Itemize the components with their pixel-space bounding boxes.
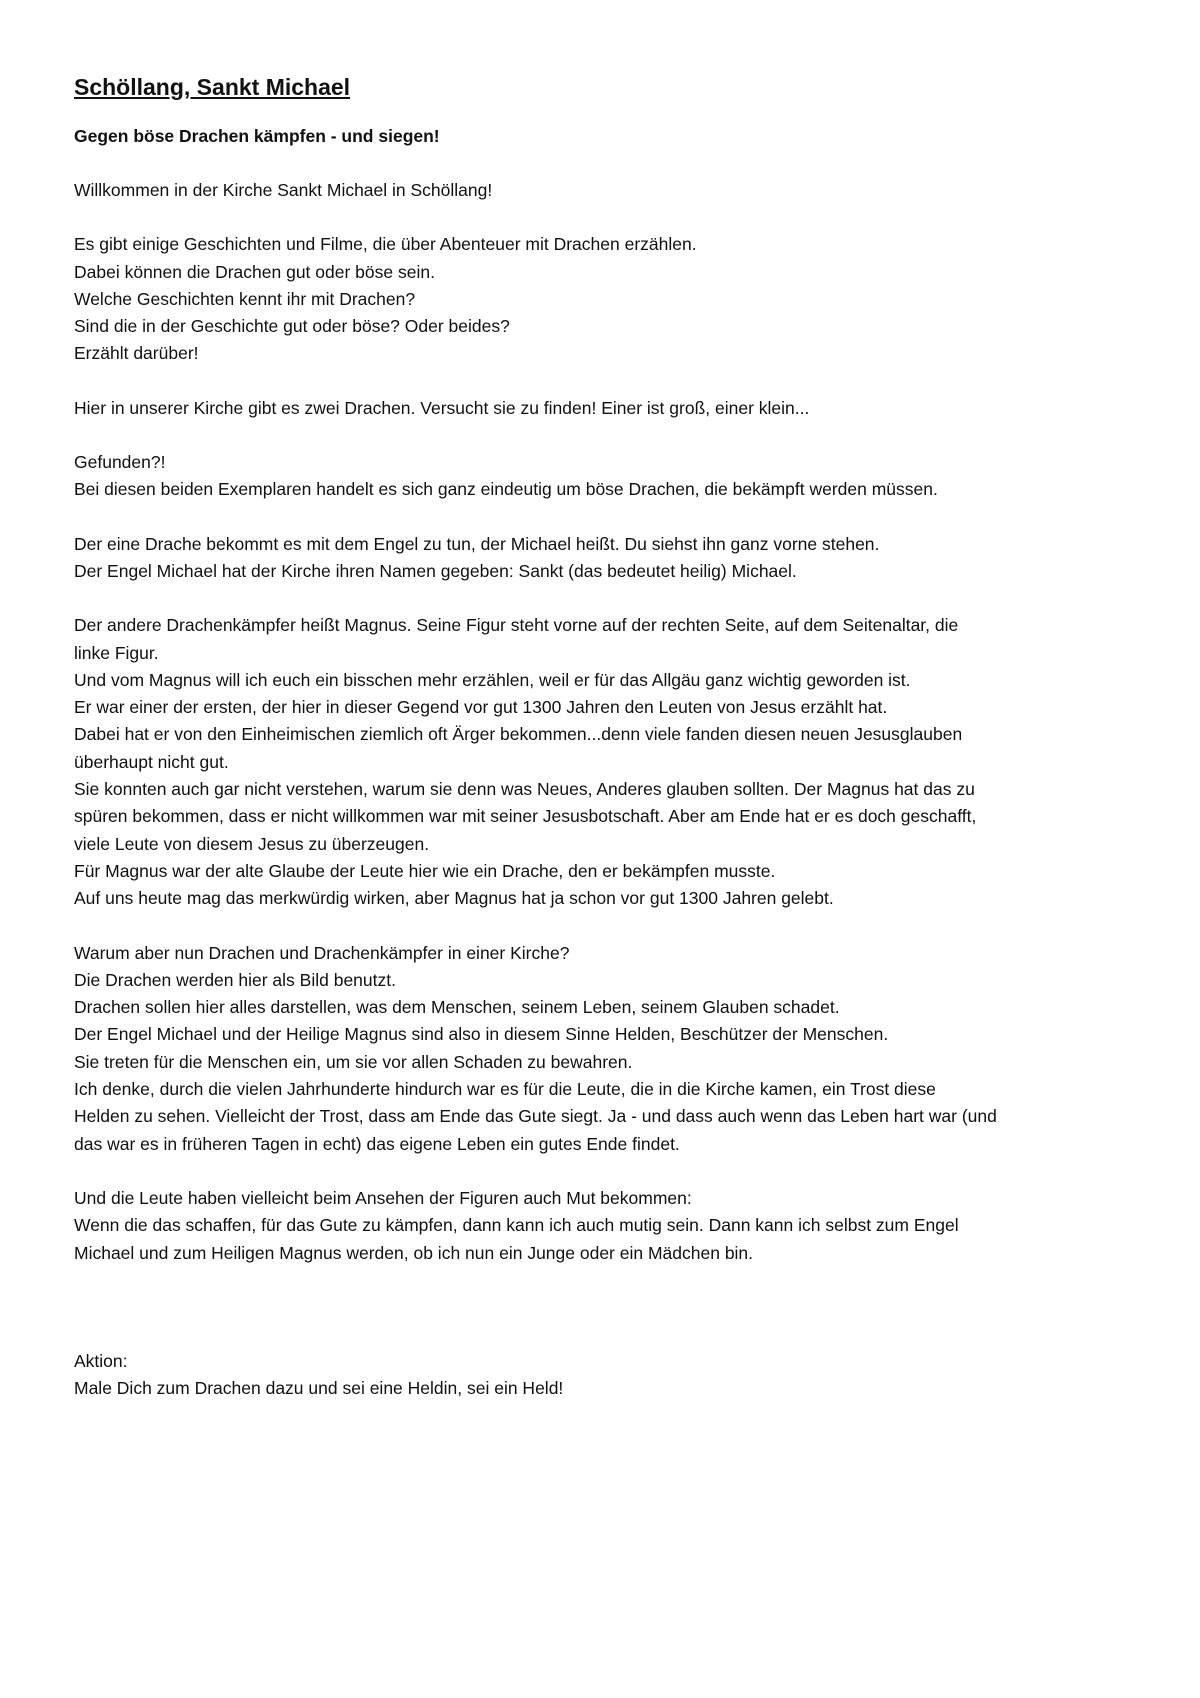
text-line: das war es in früheren Tagen in echt) das eigene Leben ein gutes Ende findet. xyxy=(74,1133,680,1154)
paragraph xyxy=(74,1185,1134,1267)
text-line: Male Dich zum Drachen dazu und sei eine Heldin, sei ein Held! xyxy=(74,1378,564,1399)
text-line: Warum aber nun Drachen und Drachenkämpfer in einer Kirche? xyxy=(74,942,570,963)
text-line: Er war einer der ersten, der hier in dieser Gegend vor gut 1300 Jahren den Leuten von Jesus erzählt hat. xyxy=(74,697,888,718)
text-line: Dabei hat er von den Einheimischen ziemlich oft Ärger bekommen...denn viele fanden diesen neuen Jesusglauben xyxy=(74,724,963,745)
text-line: Welche Geschichten kennt ihr mit Drachen? xyxy=(74,288,416,309)
paragraph xyxy=(74,177,1134,204)
paragraph xyxy=(74,940,1134,1158)
text-line: Sie treten für die Menschen ein, um sie vor allen Schaden zu bewahren. xyxy=(74,1051,633,1072)
text-line: viele Leute von diesem Jesus zu überzeugen. xyxy=(74,833,430,854)
paragraph xyxy=(74,395,1134,422)
text-line: Hier in unserer Kirche gibt es zwei Drachen. Versucht sie zu finden! Einer ist groß, einer klein... xyxy=(74,397,810,418)
document-body xyxy=(74,177,1134,1402)
text-line: Der Engel Michael und der Heilige Magnus sind also in diesem Sinne Helden, Beschützer der Menschen. xyxy=(74,1024,889,1045)
text-line: Wenn die das schaffen, für das Gute zu kämpfen, dann kann ich auch mutig sein. Dann kann ich selbst zum Engel xyxy=(74,1215,959,1236)
text-line: Erzählt darüber! xyxy=(74,343,199,364)
text-line: Der andere Drachenkämpfer heißt Magnus. Seine Figur steht vorne auf der rechten Seite, auf dem Seitenaltar, die xyxy=(74,615,959,636)
paragraph xyxy=(74,1348,1134,1403)
document-page xyxy=(74,72,1134,1429)
text-line: Helden zu sehen. Vielleicht der Trost, dass am Ende das Gute siegt. Ja - und dass auch wenn das Leben hart war (und xyxy=(74,1106,997,1127)
text-line: Drachen sollen hier alles darstellen, was dem Menschen, seinem Leben, seinem Glauben schadet. xyxy=(74,997,840,1018)
text-line: Ich denke, durch die vielen Jahrhunderte hindurch war es für die Leute, die in die Kirche kamen, ein Trost diese xyxy=(74,1079,936,1100)
paragraph xyxy=(74,612,1134,912)
text-line: linke Figur. xyxy=(74,642,159,663)
text-line: Dabei können die Drachen gut oder böse sein. xyxy=(74,261,435,282)
text-line: Es gibt einige Geschichten und Filme, die über Abenteuer mit Drachen erzählen. xyxy=(74,234,697,255)
document-title: Schöllang, Sankt Michael xyxy=(74,74,351,100)
text-line: Und vom Magnus will ich euch ein bisschen mehr erzählen, weil er für das Allgäu ganz wichtig geworden ist. xyxy=(74,669,911,690)
text-line: Willkommen in der Kirche Sankt Michael in Schöllang! xyxy=(74,180,493,200)
text-line: Sie konnten auch gar nicht verstehen, warum sie denn was Neues, Anderes glauben sollten. Der Magnus hat das zu xyxy=(74,779,975,800)
text-line: Sind die in der Geschichte gut oder böse? Oder beides? xyxy=(74,316,510,337)
text-line: Und die Leute haben vielleicht beim Ansehen der Figuren auch Mut bekommen: xyxy=(74,1187,692,1208)
paragraph xyxy=(74,449,1134,504)
paragraph xyxy=(74,531,1134,586)
paragraph xyxy=(74,231,1134,367)
text-line: Gefunden?! xyxy=(74,452,166,473)
text-line: überhaupt nicht gut. xyxy=(74,751,229,772)
text-line: Der eine Drache bekommt es mit dem Engel zu tun, der Michael heißt. Du siehst ihn ganz vorne stehen. xyxy=(74,533,880,554)
text-line: Aktion: xyxy=(74,1350,128,1371)
text-line: Die Drachen werden hier als Bild benutzt. xyxy=(74,969,396,990)
text-line: Auf uns heute mag das merkwürdig wirken, aber Magnus hat ja schon vor gut 1300 Jahren gelebt. xyxy=(74,888,834,909)
text-line: Michael und zum Heiligen Magnus werden, ob ich nun ein Junge oder ein Mädchen bin. xyxy=(74,1242,754,1263)
document-subtitle: Gegen böse Drachen kämpfen - und siegen! xyxy=(74,126,440,146)
text-line: Für Magnus war der alte Glaube der Leute hier wie ein Drache, den er bekämpfen musste. xyxy=(74,860,776,881)
text-line: Bei diesen beiden Exemplaren handelt es sich ganz eindeutig um böse Drachen, die bekämpft werden müssen. xyxy=(74,479,938,500)
text-line: spüren bekommen, dass er nicht willkommen war mit seiner Jesusbotschaft. Aber am Ende hat er es doch geschafft, xyxy=(74,806,977,827)
text-line: Der Engel Michael hat der Kirche ihren Namen gegeben: Sankt (das bedeutet heilig) Michael. xyxy=(74,560,797,581)
